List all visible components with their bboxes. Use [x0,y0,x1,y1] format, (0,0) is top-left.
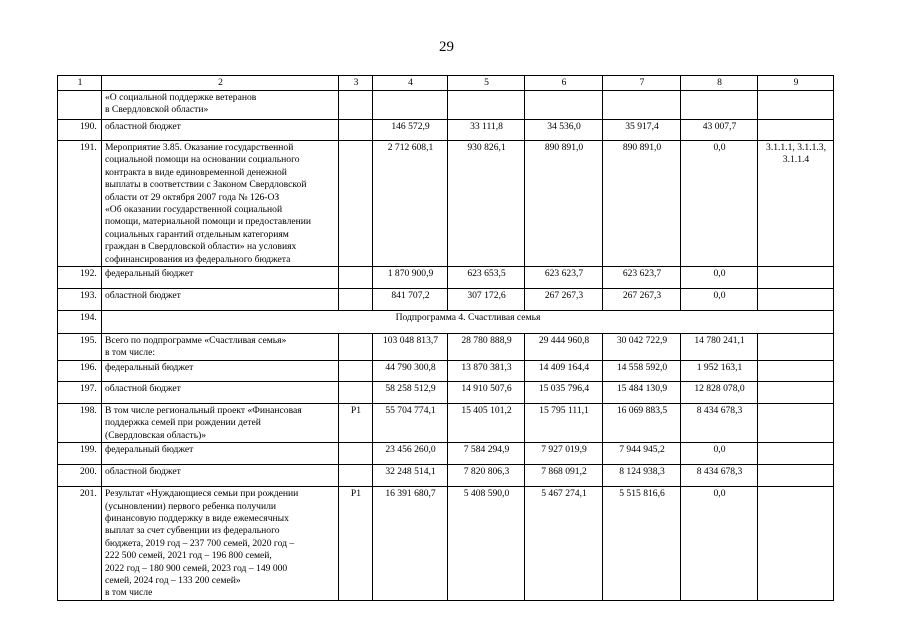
amount-cell-c4: 23 456 260,0 [373,443,448,465]
amount-cell-c4: 103 048 813,7 [373,334,448,361]
table-row [58,91,834,120]
budget-table [57,75,834,601]
amount-cell-c6: 7 927 019,9 [525,443,603,465]
header-cell: 8 [681,76,758,91]
table-row [58,267,834,289]
amount-cell-c5: 33 111,8 [448,120,525,141]
code-cell [339,465,373,487]
code-cell [339,120,373,141]
amount-cell-c5: 930 826,1 [448,141,525,267]
item-name-cell [102,381,339,403]
row-number-cell [58,91,102,120]
amount-cell-c5: 5 408 590,0 [448,487,525,601]
target-ref-cell [758,465,834,487]
amount-cell-c8: 14 780 241,1 [681,334,758,361]
amount-cell-c8: 12 828 078,0 [681,381,758,403]
item-name-cell [102,360,339,381]
amount-cell-c8: 0,0 [681,267,758,289]
amount-cell-c5: 14 910 507,6 [448,381,525,403]
amount-cell-c6: 15 795 111,1 [525,403,603,442]
row-number-cell: 195. [58,334,102,361]
item-name-line: контракта в виде единовременной денежной [105,166,287,178]
code-cell [339,443,373,465]
amount-cell-c4: 32 248 514,1 [373,465,448,487]
row-number-cell: 194. [58,311,102,334]
item-name-line: федеральный бюджет [105,361,194,373]
item-name-line: федеральный бюджет [105,444,194,456]
table-row [58,381,834,403]
code-cell: P1 [339,487,373,601]
header-cell: 6 [525,76,603,91]
table-row [58,465,834,487]
item-name-cell [102,403,339,442]
header-cell: 4 [373,76,448,91]
target-ref-cell [758,289,834,311]
header-cell: 3 [339,76,373,91]
amount-cell-c4: 841 707,2 [373,289,448,311]
item-name-line: областной бюджет [105,121,181,132]
amount-cell-c8 [681,91,758,120]
code-cell [339,381,373,403]
amount-cell-c7: 35 917,4 [603,120,681,141]
item-name-line: социальной помощи на основании социального [105,154,300,166]
item-name-cell [102,120,339,141]
item-name-line: в том числе: [105,347,156,359]
code-cell [339,91,373,120]
item-name-line: области от 29 октября 2007 года № 126-ОЗ [105,191,280,203]
amount-cell-c7: 890 891,0 [603,141,681,267]
row-number-cell: 196. [58,360,102,381]
item-name-line: в Свердловской области» [105,104,209,116]
table-row [58,141,834,267]
target-ref-cell [758,120,834,141]
item-name-cell [102,334,339,361]
page-number: 29 [439,39,454,55]
table-row [58,120,834,141]
item-name-line: 2022 год – 180 900 семей, 2023 год – 149 000 [105,562,288,574]
item-name-line: Результат «Нуждающиеся семьи при рождении [105,488,299,500]
item-name-line: софинансирования из федерального бюджета [105,253,291,265]
amount-cell-c6: 15 035 796,4 [525,381,603,403]
row-number-cell: 192. [58,267,102,289]
item-name-line: (усыновлении) первого ребенка получили [105,500,277,512]
amount-cell-c6: 5 467 274,1 [525,487,603,601]
amount-cell-c5: 307 172,6 [448,289,525,311]
amount-cell-c8: 1 952 163,1 [681,360,758,381]
code-cell [339,267,373,289]
item-name-line: В том числе региональный проект «Финансовая [105,404,302,416]
header-cell: 7 [603,76,681,91]
amount-cell-c8: 0,0 [681,487,758,601]
row-number-cell: 200. [58,465,102,487]
target-ref-cell [758,487,834,601]
amount-cell-c8: 8 434 678,3 [681,403,758,442]
item-name-cell [102,487,339,601]
code-cell: P1 [339,403,373,442]
target-ref-cell [758,403,834,442]
amount-cell-c6 [525,91,603,120]
target-ref-cell [758,443,834,465]
item-name-line: поддержка семей при рождении детей [105,417,261,429]
table-row [58,360,834,381]
row-number-cell: 198. [58,403,102,442]
amount-cell-c7: 30 042 722,9 [603,334,681,361]
amount-cell-c5: 15 405 101,2 [448,403,525,442]
amount-cell-c4: 58 258 512,9 [373,381,448,403]
amount-cell-c5 [448,91,525,120]
item-name-cell [102,141,339,267]
row-number-cell: 201. [58,487,102,601]
item-name-line: выплат за счет субвенции из федерального [105,525,280,537]
amount-cell-c4: 44 790 300,8 [373,360,448,381]
amount-cell-c7: 8 124 938,3 [603,465,681,487]
amount-cell-c4: 1 870 900,9 [373,267,448,289]
amount-cell-c5: 7 584 294,9 [448,443,525,465]
amount-cell-c7: 14 558 592,0 [603,360,681,381]
amount-cell-c6: 29 444 960,8 [525,334,603,361]
header-cell: 1 [58,76,102,91]
table-row [58,403,834,442]
row-number-cell: 193. [58,289,102,311]
row-number-cell: 199. [58,443,102,465]
amount-cell-c6: 890 891,0 [525,141,603,267]
amount-cell-c7: 7 944 945,2 [603,443,681,465]
amount-cell-c8: 43 007,7 [681,120,758,141]
item-name-line: областной бюджет [105,290,181,302]
amount-cell-c4: 2 712 608,1 [373,141,448,267]
row-number-cell: 197. [58,381,102,403]
table-row [58,487,834,601]
item-name-cell [102,91,339,120]
target-ref-cell [758,381,834,403]
item-name-line: выплаты в соответствии с Законом Свердловской [105,179,307,191]
item-name-cell [102,289,339,311]
item-name-line: «Об оказании государственной социальной [105,204,283,216]
amount-cell-c8: 8 434 678,3 [681,465,758,487]
amount-cell-c7: 267 267,3 [603,289,681,311]
amount-cell-c5: 13 870 381,3 [448,360,525,381]
table-row [58,443,834,465]
amount-cell-c6: 623 623,7 [525,267,603,289]
table-body [58,76,834,601]
item-name-line: в том числе [105,587,153,599]
amount-cell-c7: 15 484 130,9 [603,381,681,403]
amount-cell-c6: 7 868 091,2 [525,465,603,487]
item-name-line: федеральный бюджет [105,268,194,280]
item-name-cell [102,443,339,465]
item-name-line: областной бюджет [105,382,181,394]
code-cell [339,360,373,381]
table-row [58,334,834,361]
section-row [58,311,834,334]
amount-cell-c5: 623 653,5 [448,267,525,289]
item-name-line: областной бюджет [105,466,181,478]
amount-cell-c4: 16 391 680,7 [373,487,448,601]
code-cell [339,289,373,311]
item-name-line: 222 500 семей, 2021 год – 196 800 семей, [105,550,272,562]
target-ref-cell [758,360,834,381]
item-name-line: Всего по подпрограмме «Счастливая семья» [105,335,287,347]
target-ref-cell: 3.1.1.1, 3.1.1.3, 3.1.1.4 [758,141,834,267]
amount-cell-c8: 0,0 [681,443,758,465]
amount-cell-c6: 34 536,0 [525,120,603,141]
header-cell: 9 [758,76,834,91]
code-cell [339,141,373,267]
header-cell: 2 [102,76,339,91]
amount-cell-c4: 55 704 774,1 [373,403,448,442]
amount-cell-c7 [603,91,681,120]
amount-cell-c8: 0,0 [681,289,758,311]
item-name-cell [102,267,339,289]
item-name-line: социальных гарантий отдельным категориям [105,228,289,240]
item-name-line: (Свердловская область)» [105,429,207,441]
target-ref-cell [758,91,834,120]
table-row [58,289,834,311]
section-title-cell: Подпрограмма 4. Счастливая семья [102,311,834,334]
item-name-line: семей, 2024 год – 133 200 семей» [105,574,241,586]
amount-cell-c7: 16 069 883,5 [603,403,681,442]
item-name-line: Мероприятие 3.85. Оказание государственной [105,142,294,153]
amount-cell-c7: 5 515 816,6 [603,487,681,601]
amount-cell-c6: 267 267,3 [525,289,603,311]
row-number-cell: 191. [58,141,102,267]
target-ref-cell [758,334,834,361]
row-number-cell: 190. [58,120,102,141]
item-name-line: «О социальной поддержке ветеранов [105,92,257,103]
amount-cell-c5: 7 820 806,3 [448,465,525,487]
table-header-row [58,76,834,91]
item-name-line: помощи, материальной помощи и предоставлении [105,216,312,228]
item-name-cell [102,465,339,487]
amount-cell-c6: 14 409 164,4 [525,360,603,381]
amount-cell-c4: 146 572,9 [373,120,448,141]
code-cell [339,334,373,361]
item-name-line: бюджета, 2019 год – 237 700 семей, 2020 год – [105,537,295,549]
header-cell: 5 [448,76,525,91]
amount-cell-c8: 0,0 [681,141,758,267]
amount-cell-c4 [373,91,448,120]
item-name-line: граждан в Свердловской области» на условиях [105,241,297,253]
amount-cell-c7: 623 623,7 [603,267,681,289]
item-name-line: финансовую поддержку в виде ежемесячных [105,512,289,524]
target-ref-cell [758,267,834,289]
amount-cell-c5: 28 780 888,9 [448,334,525,361]
